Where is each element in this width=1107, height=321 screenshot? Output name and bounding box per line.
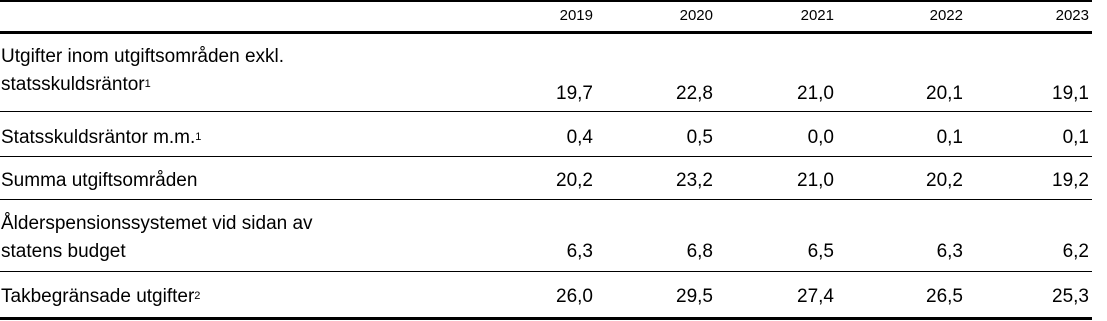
table-cell: 6,3 xyxy=(936,241,963,262)
row-label-line1: Utgifter inom utgiftsområden exkl. xyxy=(1,46,285,67)
row-label: Summa utgiftsområden xyxy=(1,170,198,191)
table-cell: 6,5 xyxy=(807,241,834,262)
table-cell: 19,1 xyxy=(1052,83,1089,104)
table-cell: 0,0 xyxy=(807,127,834,148)
table-cell: 26,0 xyxy=(556,286,593,307)
table-cell: 0,1 xyxy=(936,127,963,148)
table-cell: 19,2 xyxy=(1052,170,1089,191)
table-cell: 20,2 xyxy=(926,170,963,191)
table-cell: 20,2 xyxy=(556,170,593,191)
footnote-marker: 2 xyxy=(194,290,201,302)
year-header-2023: 2023 xyxy=(1055,7,1089,24)
table-cell: 21,0 xyxy=(797,170,834,191)
footnote-marker: 1 xyxy=(144,78,151,90)
table-cell: 21,0 xyxy=(797,83,834,104)
row-separator xyxy=(0,199,1092,200)
table-cell: 25,3 xyxy=(1052,286,1089,307)
table-top-rule xyxy=(0,0,1092,2)
table-cell: 6,2 xyxy=(1062,241,1089,262)
footnote-marker: 1 xyxy=(195,131,202,143)
row-label-line1: Ålderspensionssystemet vid sidan av xyxy=(1,213,313,234)
table-cell: 6,8 xyxy=(686,241,713,262)
table-cell: 29,5 xyxy=(676,286,713,307)
table-cell: 0,4 xyxy=(566,127,593,148)
row-label-line2: statens budget xyxy=(1,241,126,262)
table-cell: 6,3 xyxy=(566,241,593,262)
row-label-text: Takbegränsade utgifter xyxy=(1,286,195,307)
row-label xyxy=(1,284,200,310)
table-bottom-rule xyxy=(0,317,1092,320)
table-cell: 23,2 xyxy=(676,170,713,191)
table-cell: 20,1 xyxy=(926,83,963,104)
table-cell: 0,5 xyxy=(686,127,713,148)
row-separator xyxy=(0,111,1092,112)
row-label-text: Statsskuldsräntor m.m. xyxy=(1,127,196,148)
row-separator xyxy=(0,271,1092,272)
row-label-line2 xyxy=(1,72,151,98)
table-cell: 26,5 xyxy=(926,286,963,307)
year-header-2019: 2019 xyxy=(559,7,593,24)
table-cell: 0,1 xyxy=(1062,127,1089,148)
row-label-text: statsskuldsräntor xyxy=(1,74,145,95)
row-separator xyxy=(0,156,1092,157)
table-cell: 27,4 xyxy=(797,286,834,307)
table-cell: 19,7 xyxy=(556,83,593,104)
year-header-2021: 2021 xyxy=(800,7,834,24)
table-cell: 22,8 xyxy=(676,83,713,104)
year-header-2020: 2020 xyxy=(679,7,713,24)
row-label xyxy=(1,125,201,151)
year-header-2022: 2022 xyxy=(929,7,963,24)
header-rule xyxy=(0,31,1092,34)
